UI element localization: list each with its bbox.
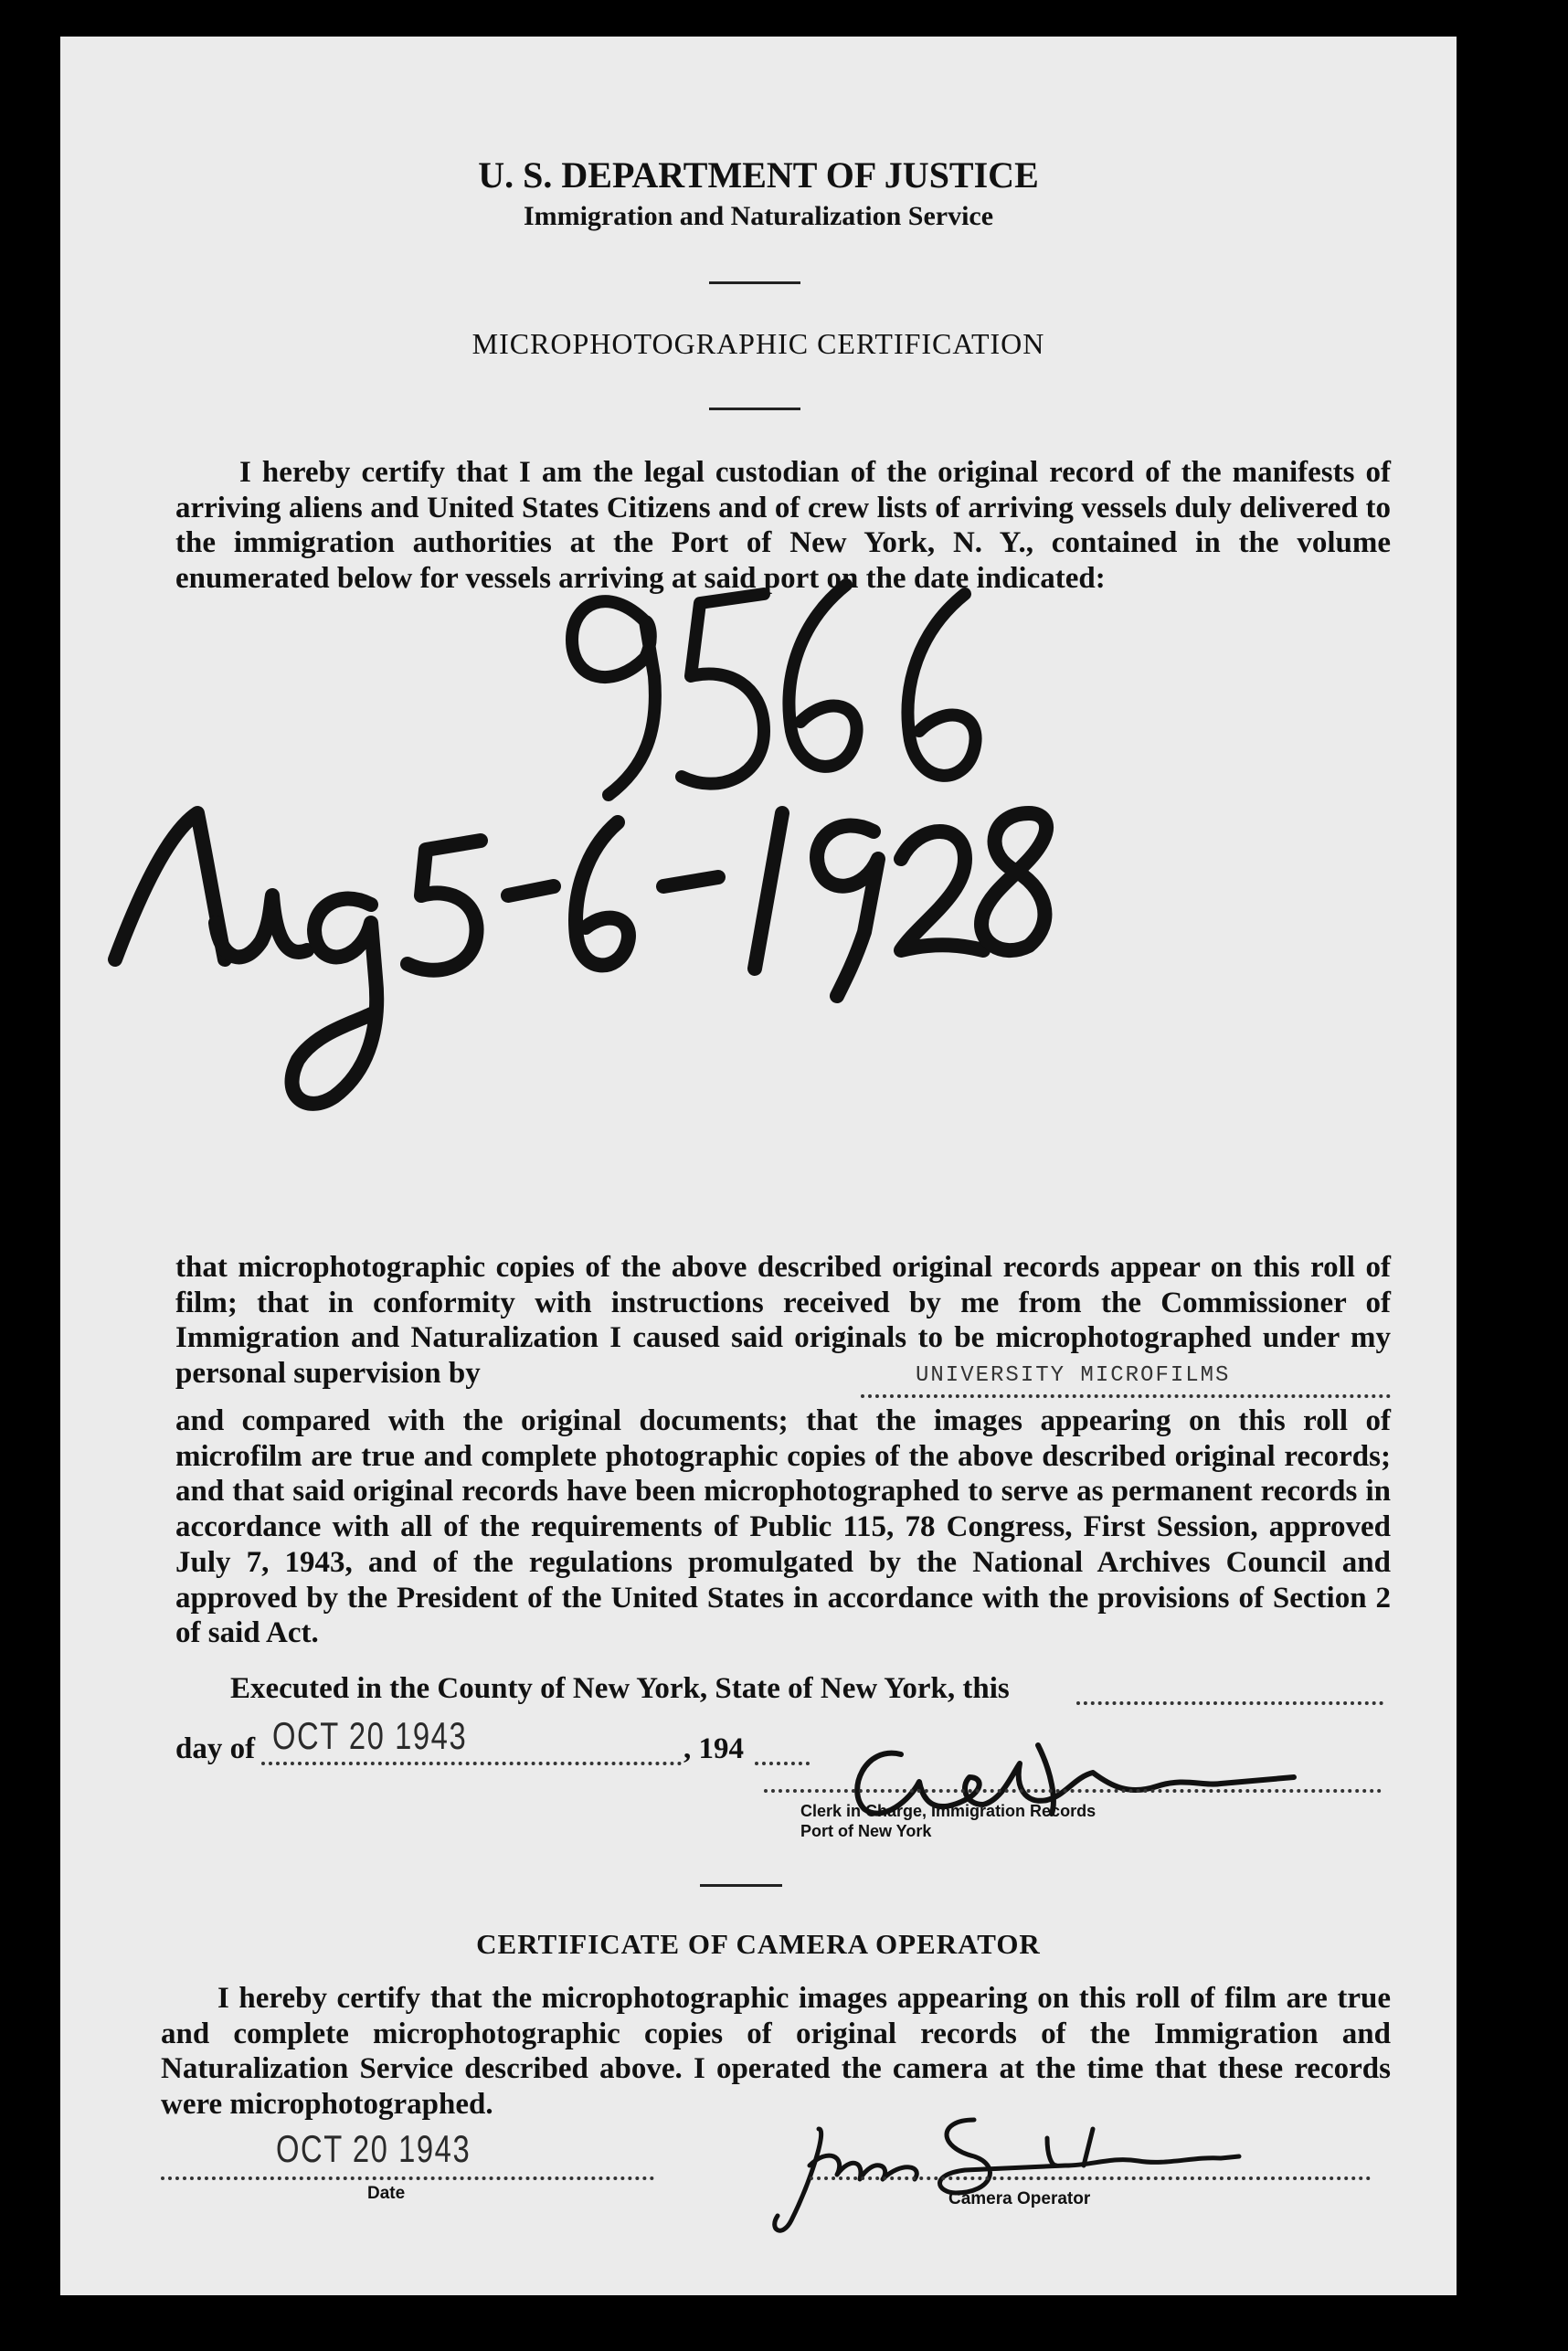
department-heading: U. S. DEPARTMENT OF JUSTICE	[478, 154, 1039, 196]
certification-title: MICROPHOTOGRAPHIC CERTIFICATION	[471, 327, 1045, 360]
camera-operator-text: I hereby certify that the microphotographic images appearing on this roll of film are true and complete microphotographic copies of original records of the Immigration and Naturalization Service described above. I operated the camera at the time that these records were microphotographed.	[161, 1982, 1391, 2122]
typed-company-name: UNIVERSITY MICROFILMS	[916, 1363, 1231, 1388]
service-subheading: Immigration and Naturalization Service	[523, 201, 994, 231]
certification-body-part2: and compared with the original documents; that the images appearing on this roll of microfilm are true and complete photographic copies of the above described original records; and that said original records have been microphotographed to serve as permanent records in accordance with all of the requirements of Public 115, 78 Congress, First Session, approved July 7, 1943, and of the regulations promulgated by the National Archives Council and approved by the President of the United States in accordance with the provisions of Section 2 of said Act.	[175, 1404, 1391, 1650]
certificate-page	[60, 37, 1457, 2295]
stamped-date: OCT 20 1943	[272, 1714, 468, 1757]
camera-stamped-date: OCT 20 1943	[276, 2127, 471, 2170]
camera-operator-signature-line	[810, 2176, 1371, 2180]
camera-operator-title: CERTIFICATE OF CAMERA OPERATOR	[476, 1928, 1041, 1960]
year-prefix: , 194	[683, 1732, 744, 1765]
camera-operator-signature	[60, 37, 1457, 2295]
clerk-title-line1: Clerk in Charge, Immigration Records	[800, 1802, 1097, 1820]
executed-text: Executed in the County of New York, State of New York, this	[230, 1672, 1010, 1705]
camera-operator-label: Camera Operator	[948, 2189, 1091, 2208]
day-of-label: day of	[175, 1732, 256, 1765]
date-label: Date	[367, 2184, 406, 2203]
clerk-title-line2: Port of New York	[800, 1822, 932, 1840]
certification-intro: I hereby certify that I am the legal custodian of the original record of the manifests of arriving aliens and United States Citizens and of crew lists of arriving vessels duly delivered to the immigration authorities at the Port of New York, N. Y., contained in the volume enumerated below for vessels arriving at said port on the date indicated:	[175, 456, 1391, 596]
certification-body-part1: that microphotographic copies of the above described original records appear on this roll of film; that in conformity with instructions received by me from the Commissioner of Immigration and Naturalization I caused said originals to be microphotographed under my personal supervision by	[175, 1251, 1391, 1391]
